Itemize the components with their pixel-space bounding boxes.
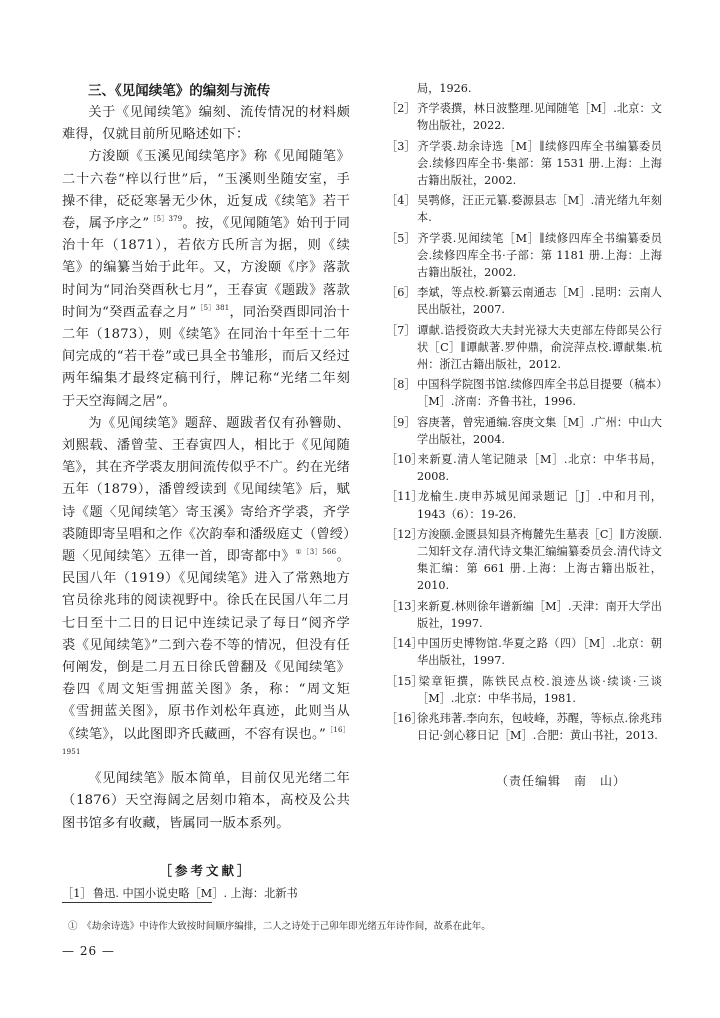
references-list-left <box>62 885 350 902</box>
reference-number: ［15］ <box>386 674 423 688</box>
reference-number: ［7］ <box>386 323 416 337</box>
reference-number: ［2］ <box>386 102 416 116</box>
reference-number: ［16］ <box>386 711 423 725</box>
reference-text: 齐学裘.劫余诗选［M］∥续修四库全书编纂委员会.续修四库全书·集部：第 1531 册.上海：上海古籍出版社，2002. <box>417 139 662 188</box>
reference-item <box>386 322 662 374</box>
reference-number: ［10］ <box>386 453 423 467</box>
body-paragraph <box>62 413 350 768</box>
reference-text: 中国历史博物馆.华夏之路（四）［M］.北京：朝华出版社，1997. <box>417 637 662 668</box>
section-heading: 三、《见闻续笔》的编刻与流传 <box>88 83 271 99</box>
reference-text: 齐学裘.见闻续笔［M］∥续修四库全书编纂委员会.续修四库全书·子部：第 1181 册.上海：上海古籍出版社，2002. <box>417 231 662 280</box>
reference-item <box>386 192 662 226</box>
citation-marker: ［16］1951 <box>62 725 350 756</box>
paragraph-text: 。按，《见闻随笔》始刊于同治十年（1871），若依方氏所言为据，则《续笔》的编纂当始于此年。又，方浚颐《序》落款时间为“同治癸酉秋七月”，王春寅《题跋》落款时间为“癸酉孟春之月” <box>62 216 350 320</box>
reference-text: 梁章钜撰，陈铁民点校.浪迹丛谈·续谈·三谈［M］.北京：中华书局，1981. <box>417 674 662 705</box>
reference-text: 谭献.诰授资政大夫封光禄大夫吏部左侍郎吴公行状［C］∥谭献著.罗仲鼎，俞浣萍点校.谭献集.杭州：浙江古籍出版社，2012. <box>417 323 662 372</box>
paragraph-text: 。民国八年（1919）《见闻续笔》进入了常熟地方官员徐兆玮的阅读视野中。徐氏在民国八年二月七日至十二日的日记中连续记录了每日“阅齐学裘《见闻续笔》”二到六卷不等的情况，但没有任何阐发，倒是二月五日徐氏曾翻及《见闻续笔》卷四《周文矩雪拥蓝关图》条，称：“周文矩《雪拥蓝关图》，原书作刘松年真迹，此则当从《续笔》，以此图即齐氏藏画，不容有误也。” <box>62 549 350 742</box>
reference-number: ［14］ <box>386 637 423 651</box>
reference-number: ［12］ <box>386 527 423 541</box>
reference-item <box>386 598 662 632</box>
reference-item <box>386 673 662 707</box>
paragraph-text: 《见闻续笔》版本简单，目前仅见光绪二年（1876）天空海阔之居刻巾箱本，高校及公共图书馆多有收藏，皆属同一版本系列。 <box>62 771 350 831</box>
body-paragraph <box>62 102 350 146</box>
reference-number: ［5］ <box>386 231 416 245</box>
reference-text: 鲁迅. 中国小说史略［M］. 上海：北新书 <box>93 886 298 900</box>
reference-number: ［4］ <box>386 194 416 208</box>
reference-number: ［6］ <box>386 286 416 300</box>
reference-text: 中国科学院图书馆.续修四库全书总目提要（稿本）［M］.济南：齐鲁书社，1996. <box>417 378 662 409</box>
paragraph-text: 关于《见闻续笔》编刻、流传情况的材料颇难得，仅就目前所见略述如下： <box>62 105 350 143</box>
reference-text: 龙榆生.庚申苏城见闻录题记［J］.中和月刊，1943（6）：19-26. <box>417 490 662 521</box>
citation-marker: ［5］381 <box>196 303 230 312</box>
reference-item <box>386 451 662 485</box>
reference-text: 容庚著，曾宪通编.容庚文集［M］.广州：中山大学出版社，2004. <box>417 415 662 446</box>
reference-item <box>386 414 662 448</box>
reference-item <box>386 376 662 410</box>
reference-item <box>386 80 662 97</box>
reference-number: ［9］ <box>386 415 416 429</box>
references-list-right <box>386 80 662 744</box>
reference-item <box>62 885 350 902</box>
reference-item <box>386 526 662 595</box>
paragraph-text: ，同治癸酉即同治十二年（1873），则《续笔》在同治十年至十二年间完成的“若干卷”或已具全书雏形，而后又经过两年编集才最终定稿刊行，牌记称“光绪二年刻于天空海阔之居”。 <box>62 304 350 409</box>
citation-marker: ①［3］566 <box>295 548 337 557</box>
reference-text: 徐兆玮著.李向东，包岐峰，苏醒，等标点.徐兆玮日记·剑心簃日记［M］.合肥：黄山书社，2013. <box>417 711 662 743</box>
left-column <box>62 80 350 905</box>
reference-item <box>386 488 662 522</box>
reference-item <box>386 138 662 190</box>
body-paragraph <box>62 768 350 835</box>
reference-number: ［8］ <box>386 378 416 392</box>
citation-marker: ［5］379 <box>149 215 183 224</box>
reference-number: ［11］ <box>386 490 423 504</box>
reference-text: 李斌，等点校.新纂云南通志［M］.昆明：云南人民出版社，2007. <box>417 286 662 317</box>
body-text <box>62 102 350 835</box>
footnote-divider <box>62 902 212 903</box>
reference-text: 方浚颐.金匮县知县齐梅麓先生墓表［C］∥方浚颐.二知轩文存.清代诗文集汇编编纂委员会.清代诗文集汇编：第 661 册.上海：上海古籍出版社，2010. <box>417 527 662 593</box>
reference-item <box>386 230 662 282</box>
reference-text: 局，1926. <box>417 82 472 95</box>
reference-text: 来新夏.林则徐年谱新编［M］.天津：南开大学出版社，1997. <box>417 599 662 630</box>
references-title: ［参考文献］ <box>159 862 253 878</box>
reference-item <box>386 710 662 744</box>
paragraph-text: 为《见闻续笔》题辞、题跋者仅有孙簪勋、刘熙载、潘曾莹、王春寅四人，相比于《见闻随笔》，其在齐学裘友朋间流传似乎不广。约在光绪五年（1879），潘曾绶读到《见闻续笔》后，赋诗《题〈见闻续笔〉寄玉溪》寄给齐学裘，齐学裘随即寄呈唱和之作《次韵奉和潘级庭丈（曾绶）题〈见闻续笔〉五律一首，即寄都中》 <box>62 415 350 565</box>
paragraph-text: 方浚颐《玉溪见闻续笔序》称《见闻随笔》二十六卷“梓以行世”后，“玉溪则坐随安室，手操不律，砭砭寒暑无少休，近复成《续笔》若干卷，属予序之” <box>62 149 350 232</box>
footnote: ① 《劫余诗选》中诗作大致按时间顺序编排，二人之诗处于己卯年即光绪五年诗作间，故系在此年。 <box>68 921 491 932</box>
reference-text: 齐学裘撰，林日波整理.见闻随笔［M］.北京：文物出版社，2022. <box>417 102 662 133</box>
responsible-editor: （责任编辑 南 山） <box>496 774 627 789</box>
right-column <box>386 80 662 789</box>
reference-item <box>386 100 662 134</box>
reference-text: 吴鹗修，汪正元纂.婺源县志［M］.清光绪九年刻本. <box>417 194 662 225</box>
page-number: — 26 — <box>62 944 115 958</box>
reference-number: ［3］ <box>386 139 416 153</box>
body-paragraph <box>62 146 350 412</box>
reference-item <box>386 284 662 318</box>
reference-text: 来新夏.清人笔记随录［M］.北京：中华书局，2008. <box>417 453 662 484</box>
reference-item <box>386 635 662 669</box>
reference-number: ［13］ <box>386 599 423 613</box>
reference-number: ［1］ <box>62 886 92 900</box>
